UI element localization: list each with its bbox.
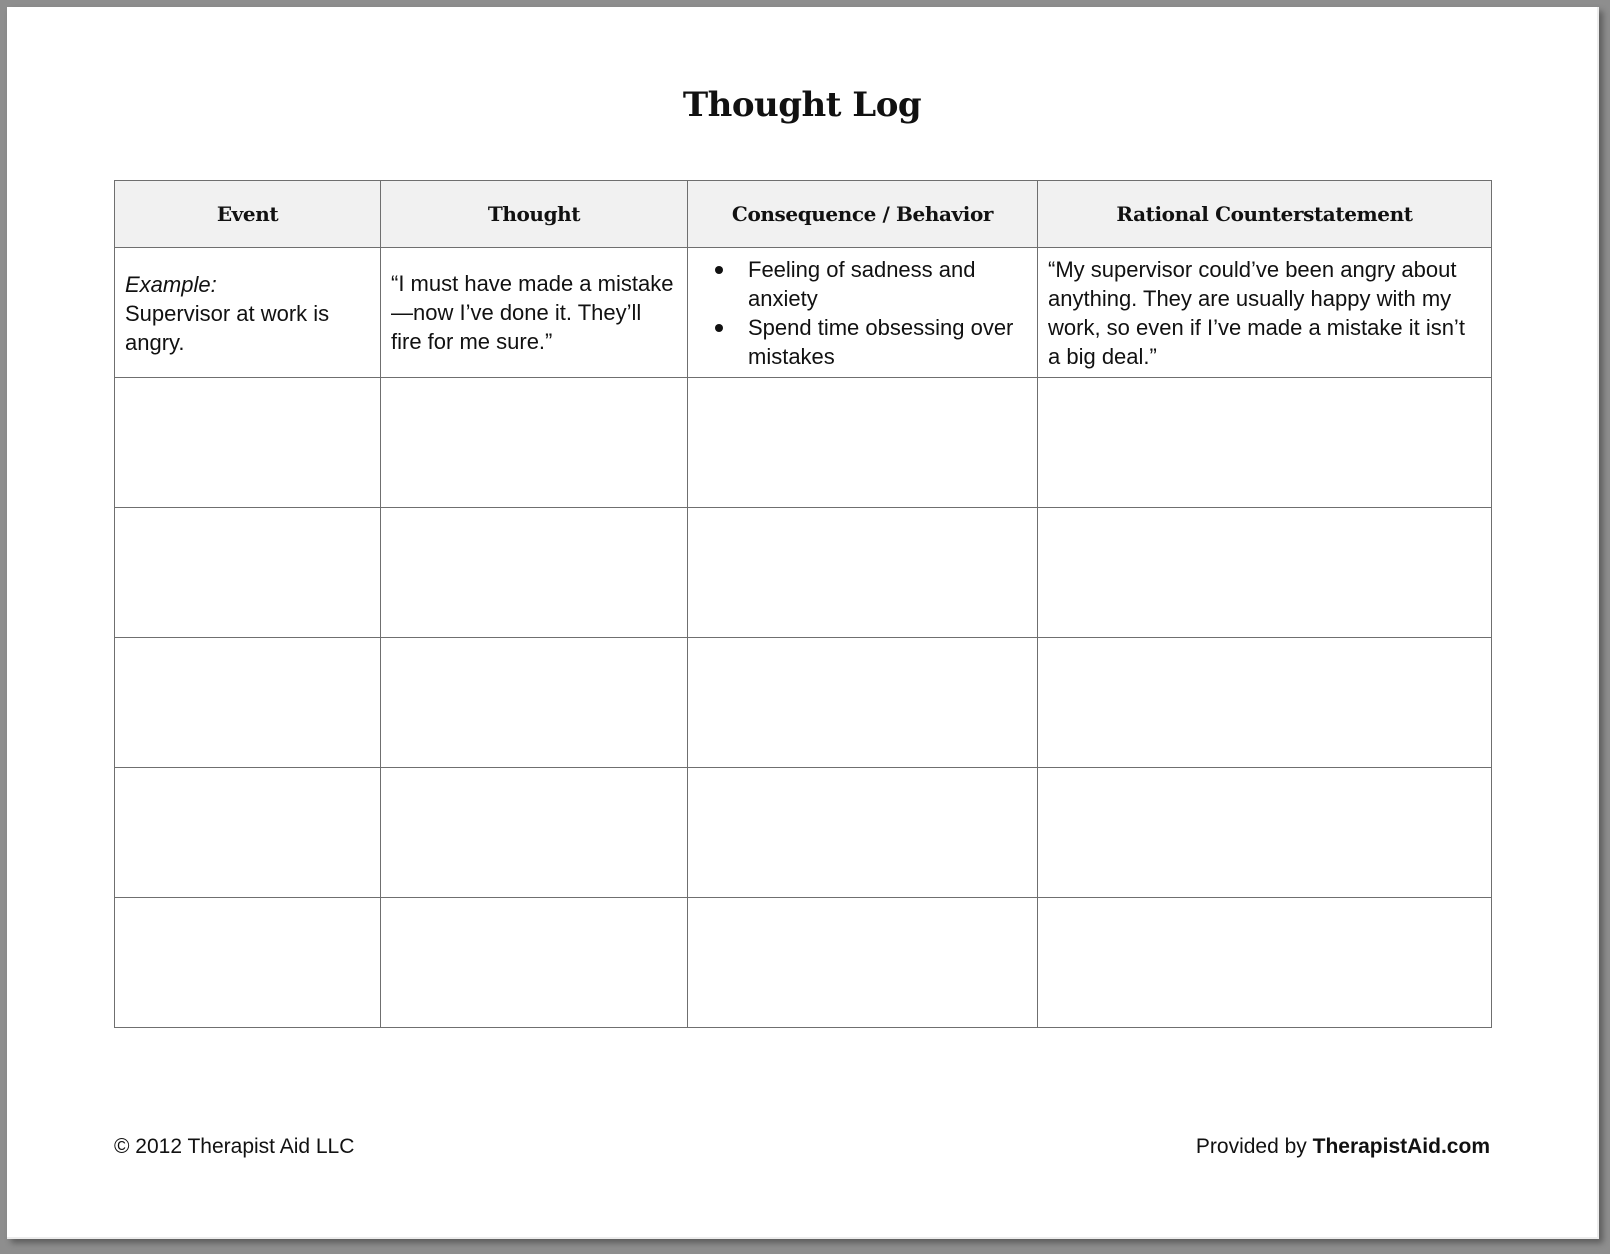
header-row [115,181,1492,248]
column-header-rational: Rational Counterstatement [1038,181,1492,248]
column-header-consequence: Consequence / Behavior [688,181,1038,248]
example-consequence-cell [688,248,1038,378]
example-rational-cell [1038,248,1492,378]
thought-cell[interactable] [381,378,688,508]
example-rational-text: “My supervisor could’ve been angry about anything. They are usually happy with my work, so even if I’ve made a mistake it isn’t a big deal.” [1048,256,1465,369]
event-cell[interactable] [115,898,381,1028]
example-event-cell [115,248,381,378]
event-cell[interactable] [115,768,381,898]
table-row [115,378,1492,508]
column-header-event: Event [115,181,381,248]
column-header-thought: Thought [381,181,688,248]
consequence-cell[interactable] [688,768,1038,898]
table-row [115,898,1492,1028]
rational-cell[interactable] [1038,508,1492,638]
event-cell[interactable] [115,508,381,638]
example-event-text: Supervisor at work is angry. [125,301,330,355]
rational-cell[interactable] [1038,638,1492,768]
brand-name: TherapistAid.com [1312,1135,1490,1158]
thought-cell[interactable] [381,898,688,1028]
consequence-item: Spend time obsessing over mistakes [748,313,1037,371]
rational-cell[interactable] [1038,768,1492,898]
thought-log-table [114,180,1492,1028]
consequence-cell[interactable] [688,898,1038,1028]
thought-cell[interactable] [381,768,688,898]
consequence-cell[interactable] [688,638,1038,768]
page-title: Thought Log [682,85,922,125]
thought-cell[interactable] [381,638,688,768]
consequence-item: Feeling of sadness and anxiety [748,255,1037,313]
example-thought-cell [381,248,688,378]
example-thought-text: “I must have made a mistake—now I’ve done it. They’ll fire for me sure.” [391,271,674,354]
table-row [115,768,1492,898]
consequence-cell[interactable] [688,508,1038,638]
rational-cell[interactable] [1038,898,1492,1028]
event-cell[interactable] [115,378,381,508]
thought-cell[interactable] [381,508,688,638]
consequence-cell[interactable] [688,378,1038,508]
provided-by [1196,1135,1490,1159]
example-row [115,248,1492,378]
copyright-notice: © 2012 Therapist Aid LLC [114,1135,355,1158]
example-label: Example: [125,272,217,297]
table-row [115,638,1492,768]
consequence-list [688,255,1037,371]
rational-cell[interactable] [1038,378,1492,508]
provided-by-label: Provided by [1195,1135,1313,1158]
table-row [115,508,1492,638]
worksheet-page [7,7,1599,1239]
event-cell[interactable] [115,638,381,768]
